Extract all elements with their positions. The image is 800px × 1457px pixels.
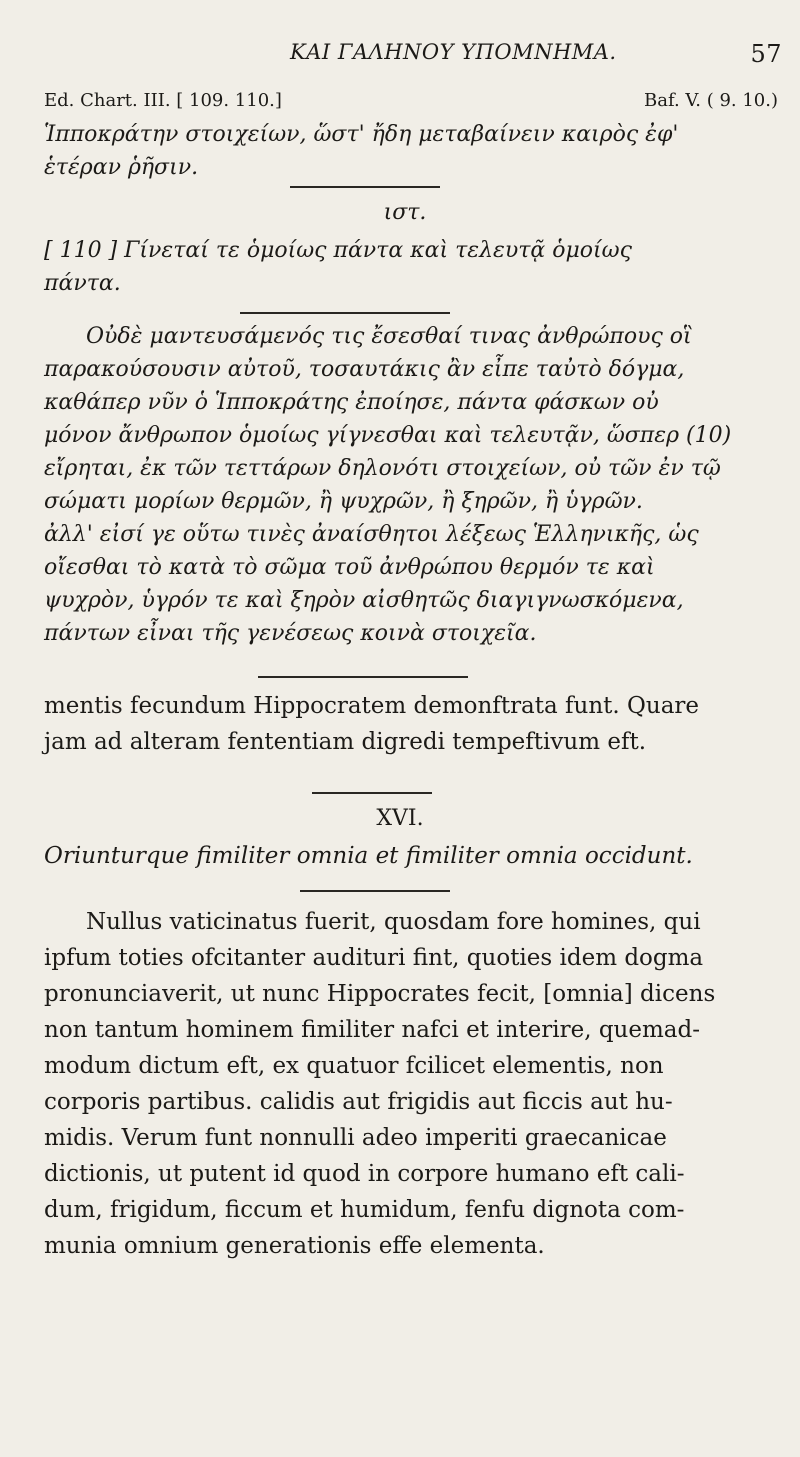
greek-commentary-line: ψυχρὸν, ὑγρόν τε καὶ ξηρὸν αἰσθητῶς διαγιγνωσκόμενα, (44, 588, 684, 613)
latin-commentary-line: midis. Verum funt nonnulli adeo imperiti graecanicae (44, 1125, 667, 1151)
greek-commentary-line: ἀλλ' εἰσί γε οὕτω τινὲς ἀναίσθητοι λέξεως Ἑλληνικῆς, ὡς (44, 522, 699, 547)
running-title: ΚΑΙ ΓΑΛΗΝΟΥ ΥΠΟΜΝΗΜΑ. (290, 40, 617, 64)
page-number: 57 (750, 40, 782, 68)
latin-intro-line: mentis fecundum Hippocratem demonftrata funt. Quare (44, 693, 700, 719)
chartier-reference: Ed. Chart. III. [ 109. 110.] (44, 90, 282, 111)
latin-commentary-line: Nullus vaticinatus fuerit, quosdam fore homines, qui (86, 909, 701, 935)
divider (290, 186, 440, 188)
greek-intro-line: ἑτέραν ῥῆσιν. (44, 155, 199, 180)
greek-commentary-line: εἴρηται, ἐκ τῶν τεττάρων δηλονότι στοιχείων, οὐ τῶν ἐν τῷ (44, 456, 721, 481)
greek-commentary-line: Οὐδὲ μαντευσάμενός τις ἔσεσθαί τινας ἀνθρώπους οἳ (86, 324, 692, 349)
latin-commentary-line: dum, frigidum, ficcum et humidum, fenfu dignota com- (44, 1197, 685, 1223)
greek-lemma-number: ιστ. (383, 200, 427, 225)
greek-commentary-line: σώματι μορίων θερμῶν, ἢ ψυχρῶν, ἢ ξηρῶν, ἢ ὑγρῶν. (44, 489, 643, 514)
greek-intro-line: Ἱπποκράτην στοιχείων, ὥστ' ἤδη μεταβαίνειν καιρὸς ἐφ' (44, 122, 679, 147)
latin-commentary-line: corporis partibus. calidis aut frigidis aut ficcis aut hu- (44, 1089, 673, 1115)
divider (312, 792, 432, 794)
greek-commentary-line: οἴεσθαι τὸ κατὰ τὸ σῶμα τοῦ ἀνθρώπου θερμόν τε καὶ (44, 555, 655, 580)
latin-section-number: XVI. (376, 806, 424, 831)
latin-intro-line: jam ad alteram fententiam digredi tempeftivum eft. (44, 729, 647, 755)
greek-lemma-line: [ 110 ] Γίνεταί τε ὁμοίως πάντα καὶ τελευτᾷ ὁμοίως (44, 238, 632, 263)
greek-commentary-line: μόνον ἄνθρωπον ὁμοίως γίγνεσθαι καὶ τελευτᾷν, ὥσπερ (10) (44, 423, 732, 448)
basel-reference: Baf. V. ( 9. 10.) (643, 90, 778, 111)
greek-commentary-line: πάντων εἶναι τῆς γενέσεως κοινὰ στοιχεῖα. (44, 621, 537, 646)
latin-commentary-line: modum dictum eft, ex quatuor fcilicet elementis, non (44, 1053, 664, 1079)
greek-lemma-line: πάντα. (44, 271, 121, 296)
greek-intro (44, 118, 766, 184)
latin-commentary-line: ipfum toties ofcitanter audituri fint, quoties idem dogma (44, 945, 704, 971)
latin-commentary (44, 904, 766, 1264)
latin-commentary-line: munia omnium generationis effe elementa. (44, 1233, 545, 1259)
divider (258, 676, 468, 678)
latin-commentary-line: pronunciaverit, ut nunc Hippocrates fecit, [omnia] dicens (44, 981, 716, 1007)
divider (300, 890, 450, 892)
latin-commentary-line: dictionis, ut putent id quod in corpore humano eft cali- (44, 1161, 685, 1187)
divider (240, 312, 450, 314)
greek-commentary-line: καθάπερ νῦν ὁ Ἱπποκράτης ἐποίησε, πάντα φάσκων οὐ (44, 390, 659, 415)
latin-intro (44, 688, 766, 760)
greek-lemma (44, 234, 766, 300)
latin-lemma: Oriunturque fimiliter omnia et fimiliter omnia occidunt. (44, 843, 693, 869)
greek-commentary-line: παρακούσουσιν αὐτοῦ, τοσαυτάκις ἂν εἶπε ταὐτὸ δόγμα, (44, 357, 685, 382)
greek-commentary (44, 320, 766, 650)
latin-commentary-line: non tantum hominem fimiliter nafci et interire, quemad- (44, 1017, 700, 1043)
